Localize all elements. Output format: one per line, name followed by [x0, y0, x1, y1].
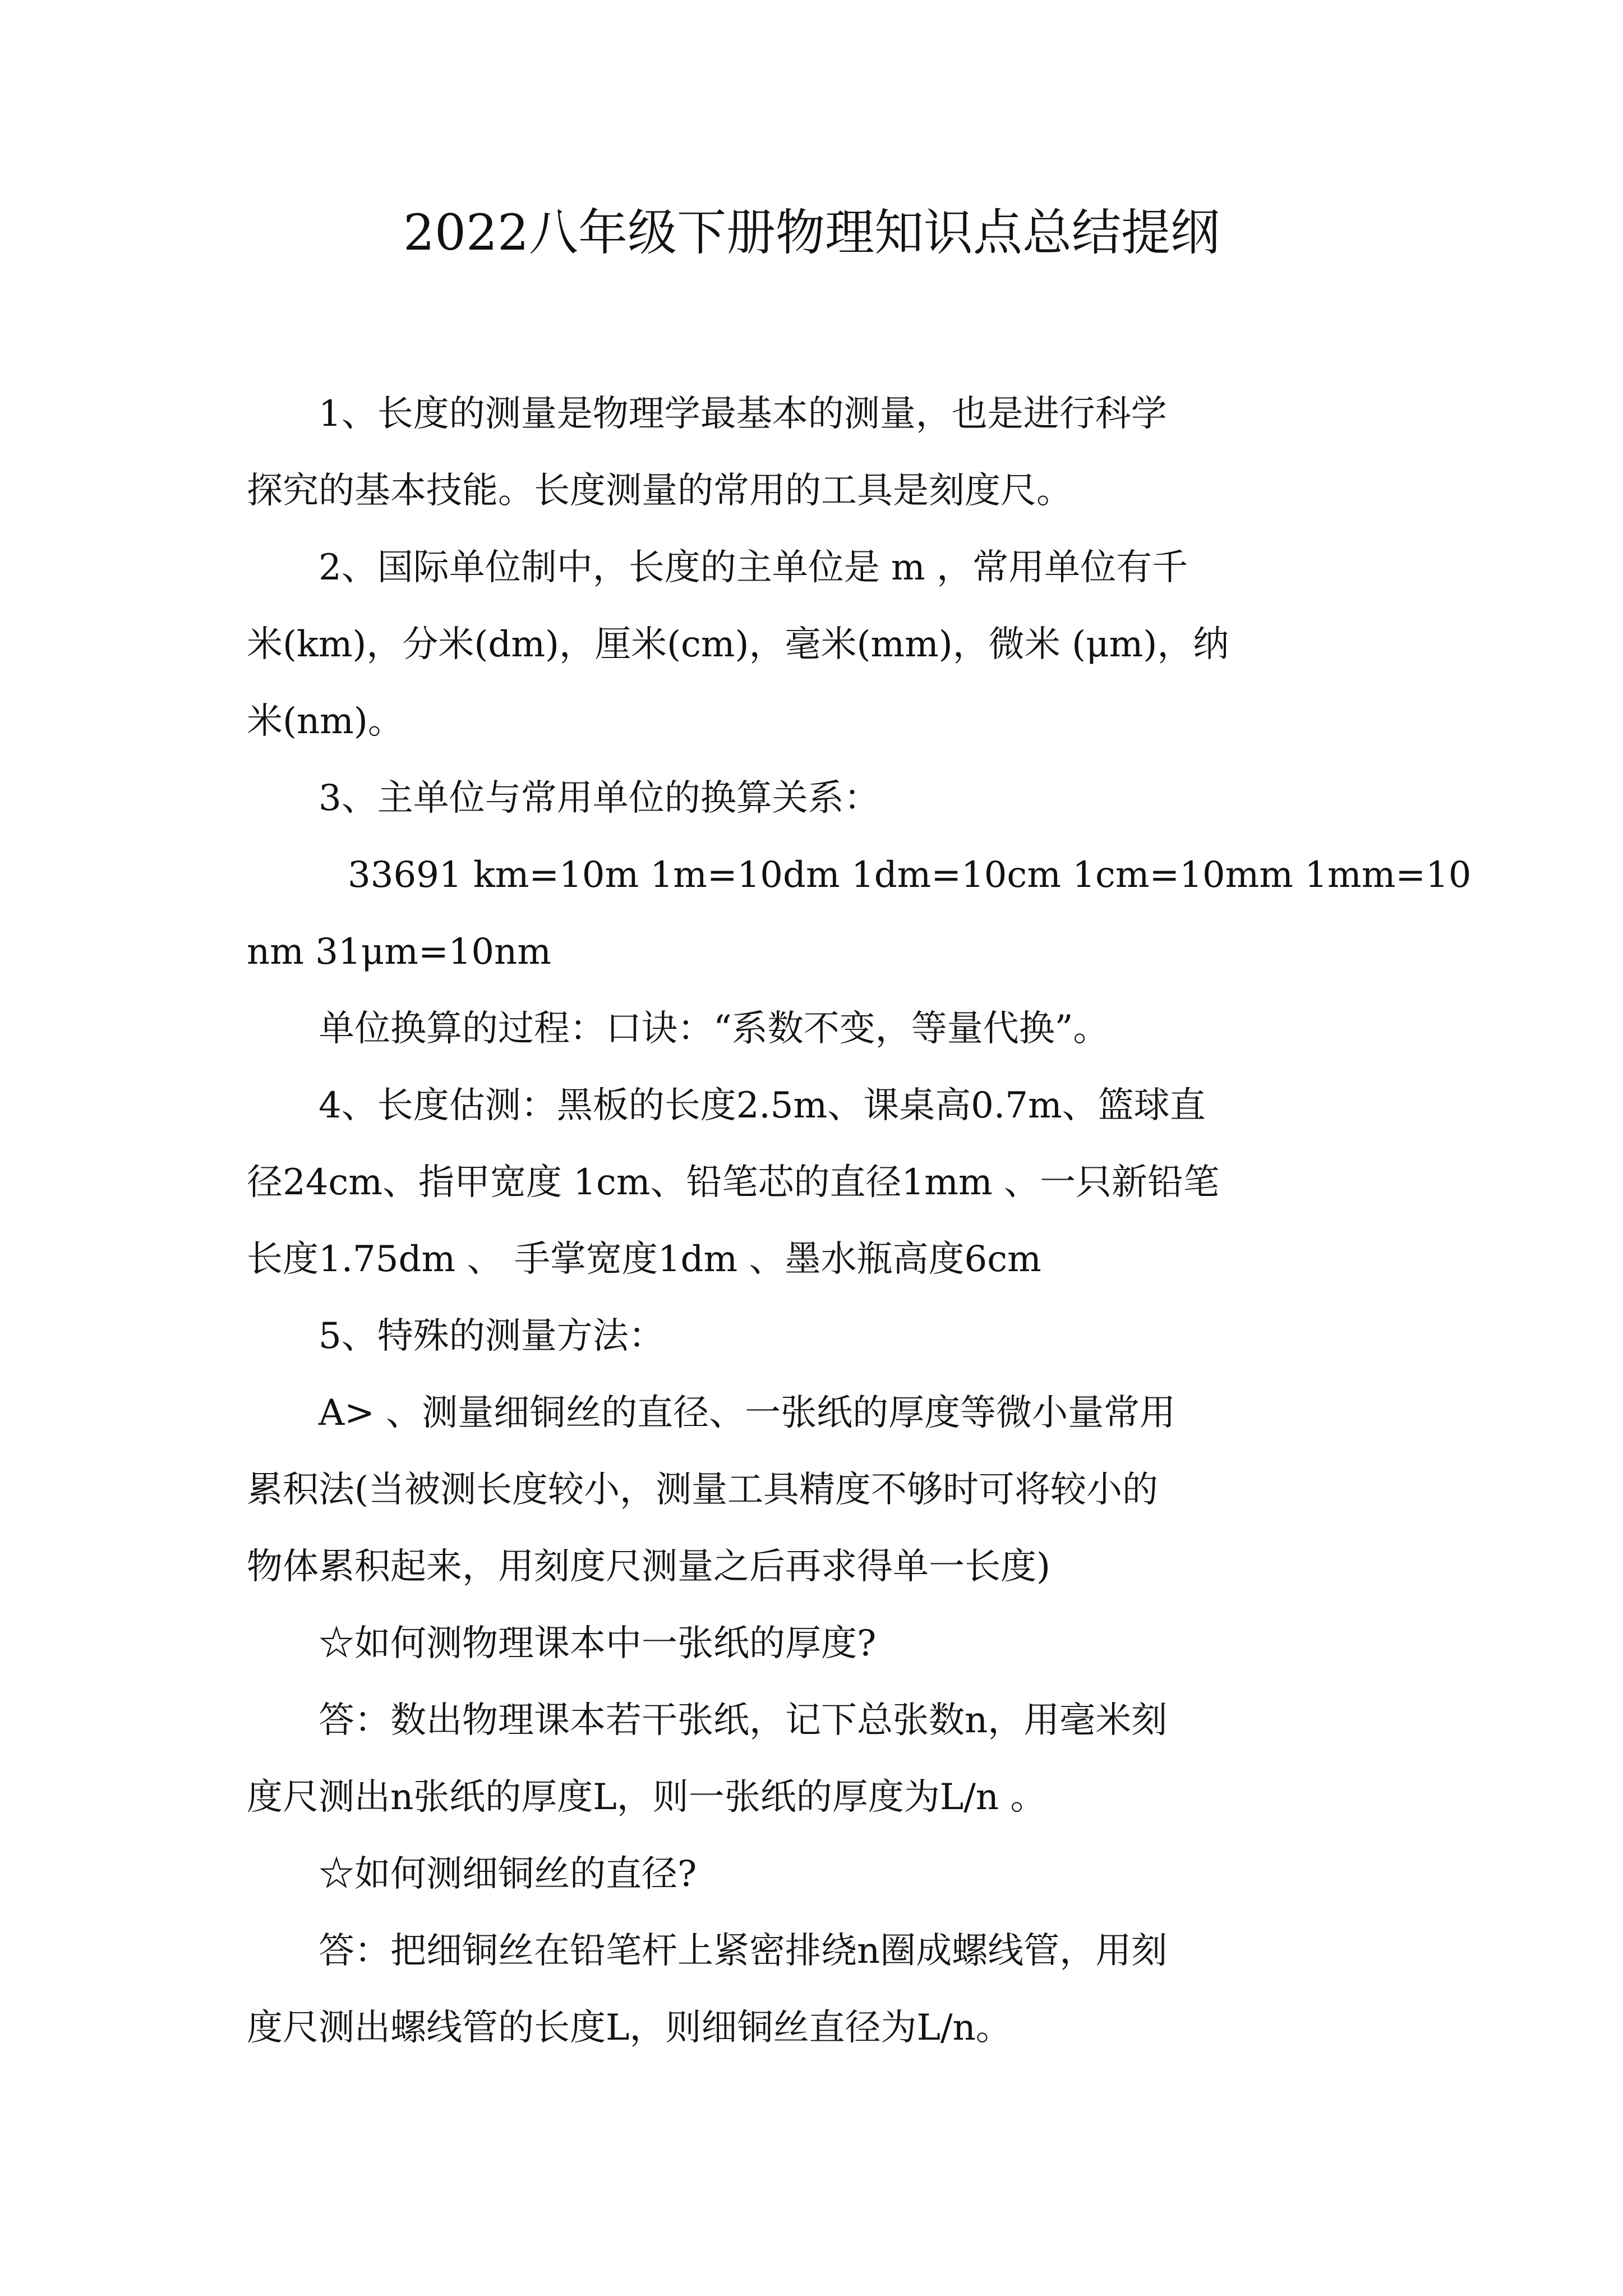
text-line: 米(nm)。 — [247, 701, 404, 742]
text-line: 5、特殊的测量方法： — [319, 1315, 665, 1357]
text-line: 答：数出物理课本若干张纸，记下总张数n，用毫米刻 — [319, 1700, 1168, 1741]
text-line: 径24cm、指甲宽度 1cm、铅笔芯的直径1mm 、一只新铅笔 — [247, 1162, 1219, 1203]
text-line: 度尺测出螺线管的长度L，则细铜丝直径为L/n。 — [247, 2007, 1012, 2049]
text-line: 累积法(当被测长度较小，测量工具精度不够时可将较小的 — [247, 1469, 1158, 1511]
text-line: A> 、测量细铜丝的直径、一张纸的厚度等微小量常用 — [319, 1392, 1176, 1434]
text-line: ☆如何测细铜丝的直径? — [319, 1853, 697, 1895]
document-title: 2022八年级下册物理知识点总结提纲 — [403, 204, 1220, 261]
text-line: 4、长度估测：黑板的长度2.5m、课桌高0.7m、篮球直 — [319, 1085, 1206, 1126]
text-line: 长度1.75dm 、 手掌宽度1dm 、墨水瓶高度6cm — [247, 1239, 1041, 1280]
text-line: 33691 km=10m 1m=10dm 1dm=10cm 1cm=10mm 1mm=10 — [348, 854, 1472, 896]
text-line: nm 31μm=10nm — [247, 931, 551, 973]
text-line: 答：把细铜丝在铅笔杆上紧密排绕n圈成螺线管，用刻 — [319, 1930, 1168, 1972]
text-line: 米(km)，分米(dm)，厘米(cm)，毫米(mm)，微米 (μm)，纳 — [247, 624, 1229, 665]
text-line: 2、国际单位制中，长度的主单位是 m ，常用单位有千 — [319, 547, 1188, 588]
text-line: ☆如何测物理课本中一张纸的厚度? — [319, 1623, 877, 1664]
text-line: 单位换算的过程：口诀：“系数不变，等量代换”。 — [319, 1008, 1109, 1050]
text-line: 探究的基本技能。长度测量的常用的工具是刻度尺。 — [247, 470, 1072, 512]
text-line: 度尺测出n张纸的厚度L，则一张纸的厚度为L/n 。 — [247, 1777, 1046, 1818]
text-line: 物体累积起来，用刻度尺测量之后再求得单一长度) — [247, 1546, 1050, 1588]
text-line: 3、主单位与常用单位的换算关系： — [319, 777, 880, 819]
text-line: 1、长度的测量是物理学最基本的测量，也是进行科学 — [319, 393, 1167, 435]
document-body — [247, 376, 1472, 2067]
